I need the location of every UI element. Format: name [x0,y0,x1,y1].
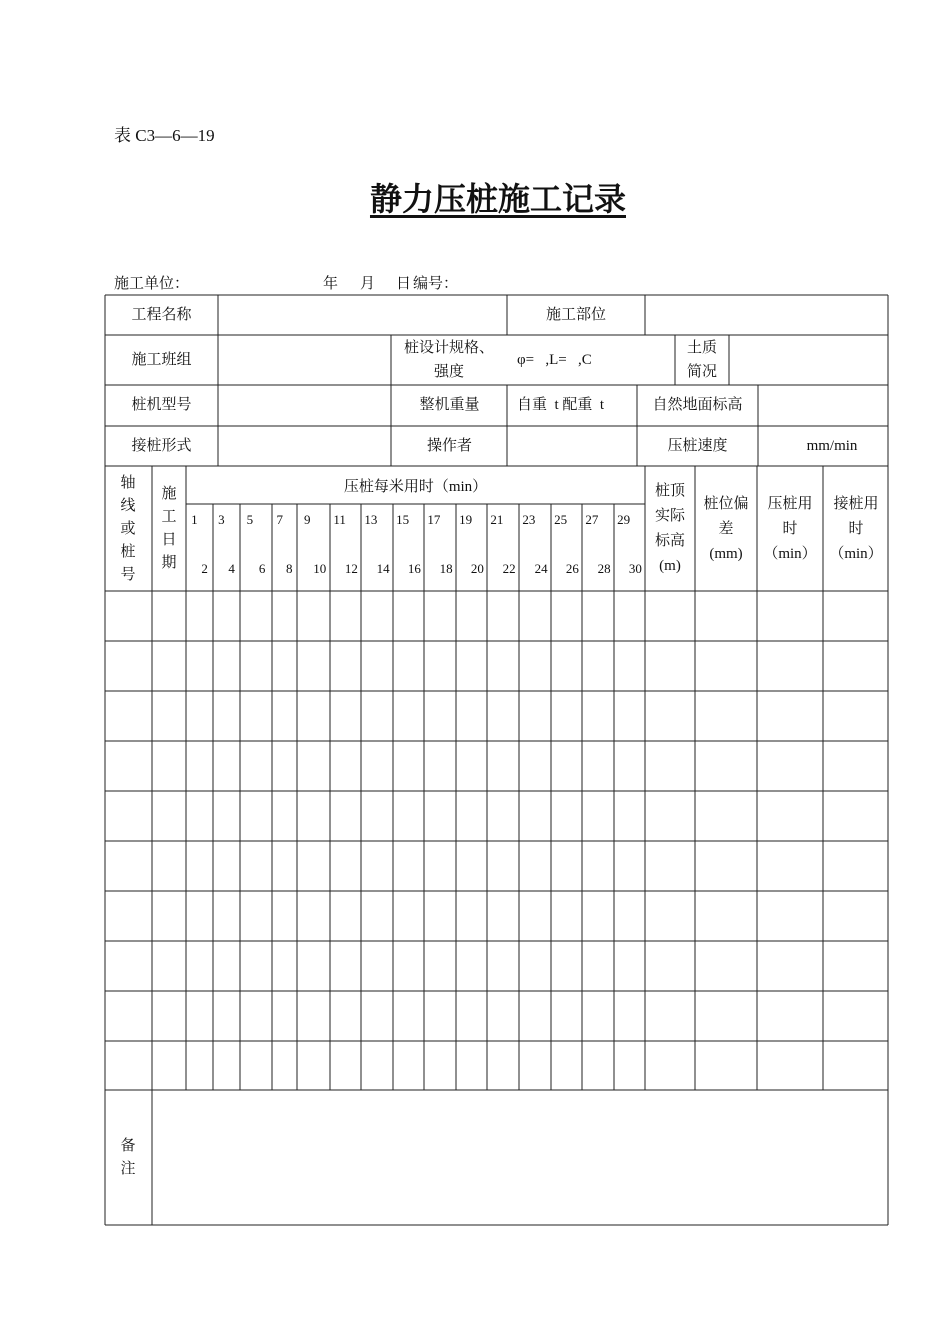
record-cell[interactable] [457,692,487,741]
record-cell[interactable] [241,892,272,941]
record-cell[interactable] [331,992,361,1041]
record-cell[interactable] [153,992,186,1041]
date-day-label: 日 [396,276,412,292]
minute-label-3: 3 [218,512,225,527]
record-cell[interactable] [615,692,645,741]
record-cell[interactable] [758,592,823,641]
record-cell[interactable] [298,842,330,891]
press-speed-label: 压桩速度 [667,438,728,454]
record-cell[interactable] [520,742,551,791]
record-cell[interactable] [552,892,582,941]
minute-label-28: 28 [597,561,611,576]
team-field[interactable] [219,335,391,385]
minute-label-20: 20 [470,561,484,576]
record-cell[interactable] [583,642,614,691]
record-cell[interactable] [106,692,152,741]
record-cell[interactable] [362,692,393,741]
record-cell[interactable] [214,592,240,641]
record-cell[interactable] [153,692,186,741]
record-cell[interactable] [824,1042,888,1090]
record-cell[interactable] [583,842,614,891]
record-cell[interactable] [331,742,361,791]
record-cell[interactable] [646,792,695,841]
record-cell[interactable] [273,942,297,991]
record-cell[interactable] [824,742,888,791]
record-cell[interactable] [646,842,695,891]
record-cell[interactable] [362,992,393,1041]
record-cell[interactable] [696,992,757,1041]
minute-label-18: 18 [439,561,453,576]
minute-label-15: 15 [396,512,410,527]
joint-time-header: 接桩用时（min） [829,495,883,562]
machine-model-field[interactable] [219,385,391,425]
minute-label-12: 12 [344,561,358,576]
record-cell[interactable] [425,942,456,991]
record-cell[interactable] [106,742,152,791]
record-cell[interactable] [552,992,582,1041]
record-cell[interactable] [457,842,487,891]
record-cell[interactable] [758,692,823,741]
joint-form-field[interactable] [219,426,391,466]
record-cell[interactable] [552,692,582,741]
record-cell[interactable] [552,942,582,991]
record-cell[interactable] [758,742,823,791]
record-cell[interactable] [273,842,297,891]
record-cell[interactable] [646,742,695,791]
record-cell[interactable] [106,842,152,891]
record-cell[interactable] [362,942,393,991]
record-cell[interactable] [214,942,240,991]
record-cell[interactable] [298,892,330,941]
minute-label-29: 29 [617,512,631,527]
record-cell[interactable] [583,692,614,741]
record-cell[interactable] [153,742,186,791]
record-cell[interactable] [425,1042,456,1090]
record-cell[interactable] [331,792,361,841]
record-cell[interactable] [696,942,757,991]
record-cell[interactable] [646,892,695,941]
record-cell[interactable] [394,742,424,791]
record-cell[interactable] [298,792,330,841]
record-cell[interactable] [488,1042,519,1090]
record-cell[interactable] [394,842,424,891]
record-cell[interactable] [824,842,888,891]
record-cell[interactable] [331,942,361,991]
record-cell[interactable] [241,692,272,741]
record-cell[interactable] [646,942,695,991]
record-cell[interactable] [394,942,424,991]
record-cell[interactable] [425,642,456,691]
record-cell[interactable] [696,792,757,841]
record-cell[interactable] [273,692,297,741]
record-cell[interactable] [106,642,152,691]
record-cell[interactable] [583,742,614,791]
record-cell[interactable] [696,642,757,691]
record-cell[interactable] [394,642,424,691]
record-cell[interactable] [298,1042,330,1090]
record-cell[interactable] [583,992,614,1041]
record-cell[interactable] [273,592,297,641]
construction-part-label: 施工部位 [545,307,606,323]
record-cell[interactable] [758,892,823,941]
record-cell[interactable] [583,592,614,641]
minute-label-7: 7 [276,512,283,527]
record-cell[interactable] [362,842,393,891]
record-cell[interactable] [425,792,456,841]
minute-label-8: 8 [286,561,293,576]
press-time-header: 压桩用时（min） [763,495,817,562]
record-cell[interactable] [457,642,487,691]
record-cell[interactable] [362,592,393,641]
record-cell[interactable] [488,842,519,891]
minute-label-17: 17 [427,512,441,527]
operator-label: 操作者 [426,438,472,454]
record-cell[interactable] [298,942,330,991]
record-cell[interactable] [615,892,645,941]
serial-number-label: 编号： [413,276,459,292]
minute-label-21: 21 [490,512,504,527]
record-cell[interactable] [273,742,297,791]
record-cell[interactable] [331,642,361,691]
record-cell[interactable] [362,742,393,791]
record-cell[interactable] [615,742,645,791]
minute-label-6: 6 [258,561,266,576]
record-cell[interactable] [615,942,645,991]
record-cell[interactable] [241,842,272,891]
record-cell[interactable] [488,792,519,841]
record-cell[interactable] [362,892,393,941]
record-cell[interactable] [331,592,361,641]
form-number: 表 C3—6—19 [114,126,215,145]
record-cell[interactable] [187,592,213,641]
record-cell[interactable] [425,892,456,941]
axis-or-pile-number-header: 轴线或桩号 [120,474,136,583]
minute-label-16: 16 [407,561,421,576]
record-cell[interactable] [646,642,695,691]
record-cell[interactable] [520,642,551,691]
record-cell[interactable] [394,892,424,941]
minute-label-1: 1 [191,512,198,527]
record-cell[interactable] [824,792,888,841]
record-cell[interactable] [187,792,213,841]
minute-label-26: 26 [565,561,579,576]
total-weight-label: 整机重量 [419,397,480,413]
record-cell[interactable] [488,642,519,691]
machine-model-label: 桩机型号 [131,397,192,413]
minute-label-13: 13 [364,512,378,527]
record-cell[interactable] [646,692,695,741]
record-cell[interactable] [646,992,695,1041]
record-cell[interactable] [153,642,186,691]
record-cell[interactable] [153,942,186,991]
record-cell[interactable] [583,1042,614,1090]
remarks-field[interactable] [153,1091,888,1225]
record-cell[interactable] [187,992,213,1041]
record-cell[interactable] [106,592,152,641]
record-cell[interactable] [153,892,186,941]
record-cell[interactable] [153,592,186,641]
record-cell[interactable] [273,992,297,1041]
record-cell[interactable] [824,692,888,741]
record-cell[interactable] [298,642,330,691]
record-cell[interactable] [520,942,551,991]
record-cell[interactable] [273,642,297,691]
record-cell[interactable] [696,692,757,741]
record-cell[interactable] [298,742,330,791]
record-cell[interactable] [214,642,240,691]
document-title: 静力压桩施工记录 [369,181,626,217]
record-cell[interactable] [187,842,213,891]
record-cell[interactable] [696,892,757,941]
record-cell[interactable] [362,642,393,691]
construction-part-field[interactable] [646,295,888,335]
minute-label-25: 25 [554,512,568,527]
record-cell[interactable] [488,942,519,991]
record-cell[interactable] [552,842,582,891]
record-cell[interactable] [241,592,272,641]
record-cell[interactable] [106,892,152,941]
record-cell[interactable] [241,942,272,991]
minute-label-23: 23 [522,512,536,527]
per-meter-time-header: 压桩每米用时（min） [343,479,488,495]
record-cell[interactable] [520,1042,551,1090]
record-cell[interactable] [153,1042,186,1090]
record-cell[interactable] [214,692,240,741]
record-cell[interactable] [214,792,240,841]
record-cell[interactable] [696,592,757,641]
record-cell[interactable] [273,892,297,941]
record-cell[interactable] [758,642,823,691]
record-cell[interactable] [241,1042,272,1090]
record-cell[interactable] [394,692,424,741]
pile-spec-label: 桩设计规格、强度 [403,340,494,380]
record-cell[interactable] [214,892,240,941]
minute-label-19: 19 [459,512,473,527]
minute-label-30: 30 [628,561,642,576]
ground-elevation-label: 自然地面标高 [652,397,743,413]
record-cell[interactable] [187,642,213,691]
record-cell[interactable] [214,742,240,791]
record-cell[interactable] [394,992,424,1041]
record-cell[interactable] [615,1042,645,1090]
minute-label-10: 10 [313,561,327,576]
record-cell[interactable] [298,692,330,741]
record-cell[interactable] [187,742,213,791]
project-name-label: 工程名称 [131,307,192,323]
record-cell[interactable] [331,692,361,741]
record-cell[interactable] [646,1042,695,1090]
record-cell[interactable] [457,742,487,791]
record-cell[interactable] [488,742,519,791]
record-cell[interactable] [520,842,551,891]
record-cell[interactable] [214,1042,240,1090]
record-cell[interactable] [824,892,888,941]
record-cell[interactable] [106,1042,152,1090]
record-cell[interactable] [824,642,888,691]
record-cell[interactable] [696,1042,757,1090]
construction-date-header: 施工日期 [161,486,177,571]
record-cell[interactable] [241,642,272,691]
record-cell[interactable] [488,992,519,1041]
record-cell[interactable] [615,842,645,891]
pile-deviation-header: 桩位偏差(mm) [703,495,749,562]
team-label: 施工班组 [131,352,192,368]
record-cell[interactable] [214,992,240,1041]
record-cell[interactable] [106,992,152,1041]
record-cell[interactable] [520,892,551,941]
project-name-field[interactable] [219,295,507,335]
minute-label-11: 11 [333,512,346,527]
record-cell[interactable] [394,792,424,841]
record-cell[interactable] [520,692,551,741]
operator-field[interactable] [507,426,637,466]
record-cell[interactable] [583,792,614,841]
record-cell[interactable] [457,1042,487,1090]
record-cell[interactable] [696,842,757,891]
record-cell[interactable] [552,1042,582,1090]
date-month-label: 月 [360,276,376,292]
record-cell[interactable] [106,792,152,841]
record-cell[interactable] [488,592,519,641]
record-cell[interactable] [758,992,823,1041]
record-cell[interactable] [425,592,456,641]
record-cell[interactable] [298,992,330,1041]
remarks-label: 备注 [120,1137,136,1177]
weight-value[interactable]: 自重 t 配重 t [517,397,605,413]
record-cell[interactable] [298,592,330,641]
record-cell[interactable] [615,992,645,1041]
record-cell[interactable] [824,942,888,991]
record-cell[interactable] [457,792,487,841]
record-cell[interactable] [520,992,551,1041]
record-cell[interactable] [241,992,272,1041]
minute-label-9: 9 [303,512,311,527]
record-cell[interactable] [187,1042,213,1090]
record-cell[interactable] [824,592,888,641]
record-cell[interactable] [552,642,582,691]
ground-elevation-field[interactable] [758,385,888,425]
record-cell[interactable] [214,842,240,891]
minute-label-22: 22 [502,561,516,576]
record-cell[interactable] [106,942,152,991]
pile-spec-value[interactable]: φ= ,L= ,C [517,352,592,368]
record-cell[interactable] [552,592,582,641]
record-cell[interactable] [646,592,695,641]
record-cell[interactable] [331,842,361,891]
minute-label-24: 24 [534,561,548,576]
minute-label-5: 5 [246,512,254,527]
record-cell[interactable] [425,842,456,891]
speed-unit: mm/min [806,438,858,454]
record-cell[interactable] [425,992,456,1041]
record-cell[interactable] [425,692,456,741]
record-cell[interactable] [394,592,424,641]
record-cell[interactable] [362,792,393,841]
record-cell[interactable] [187,692,213,741]
record-cell[interactable] [362,1042,393,1090]
record-cell[interactable] [824,992,888,1041]
minute-label-27: 27 [585,512,599,527]
record-cell[interactable] [425,742,456,791]
joint-form-label: 接桩形式 [131,438,192,454]
record-cell[interactable] [241,792,272,841]
record-cell[interactable] [273,792,297,841]
record-cell[interactable] [394,1042,424,1090]
record-cell[interactable] [758,792,823,841]
date-year-label: 年 [323,276,339,292]
minute-label-2: 2 [201,561,208,576]
record-cell[interactable] [758,1042,823,1090]
record-cell[interactable] [583,942,614,991]
record-cell[interactable] [187,942,213,991]
record-cell[interactable] [552,742,582,791]
record-cell[interactable] [457,942,487,991]
record-cell[interactable] [758,942,823,991]
record-cell[interactable] [457,892,487,941]
record-cell[interactable] [615,792,645,841]
record-cell[interactable] [583,892,614,941]
record-cell[interactable] [241,742,272,791]
record-cell[interactable] [187,892,213,941]
record-cell[interactable] [520,792,551,841]
record-cell[interactable] [488,892,519,941]
record-cell[interactable] [273,1042,297,1090]
record-cell[interactable] [153,792,186,841]
record-cell[interactable] [488,692,519,741]
record-cell[interactable] [331,1042,361,1090]
minute-label-14: 14 [376,561,390,576]
record-cell[interactable] [615,642,645,691]
soil-label: 土质简况 [686,340,717,380]
record-cell[interactable] [457,592,487,641]
record-cell[interactable] [153,842,186,891]
soil-field[interactable] [730,335,888,385]
record-cell[interactable] [615,592,645,641]
record-cell[interactable] [552,792,582,841]
record-cell[interactable] [520,592,551,641]
minute-label-4: 4 [228,561,235,576]
record-cell[interactable] [331,892,361,941]
record-cell[interactable] [457,992,487,1041]
construction-unit-label: 施工单位： [114,276,190,292]
pile-top-elevation-header: 桩顶实际标高(m) [654,483,685,574]
record-cell[interactable] [758,842,823,891]
record-cell[interactable] [696,742,757,791]
